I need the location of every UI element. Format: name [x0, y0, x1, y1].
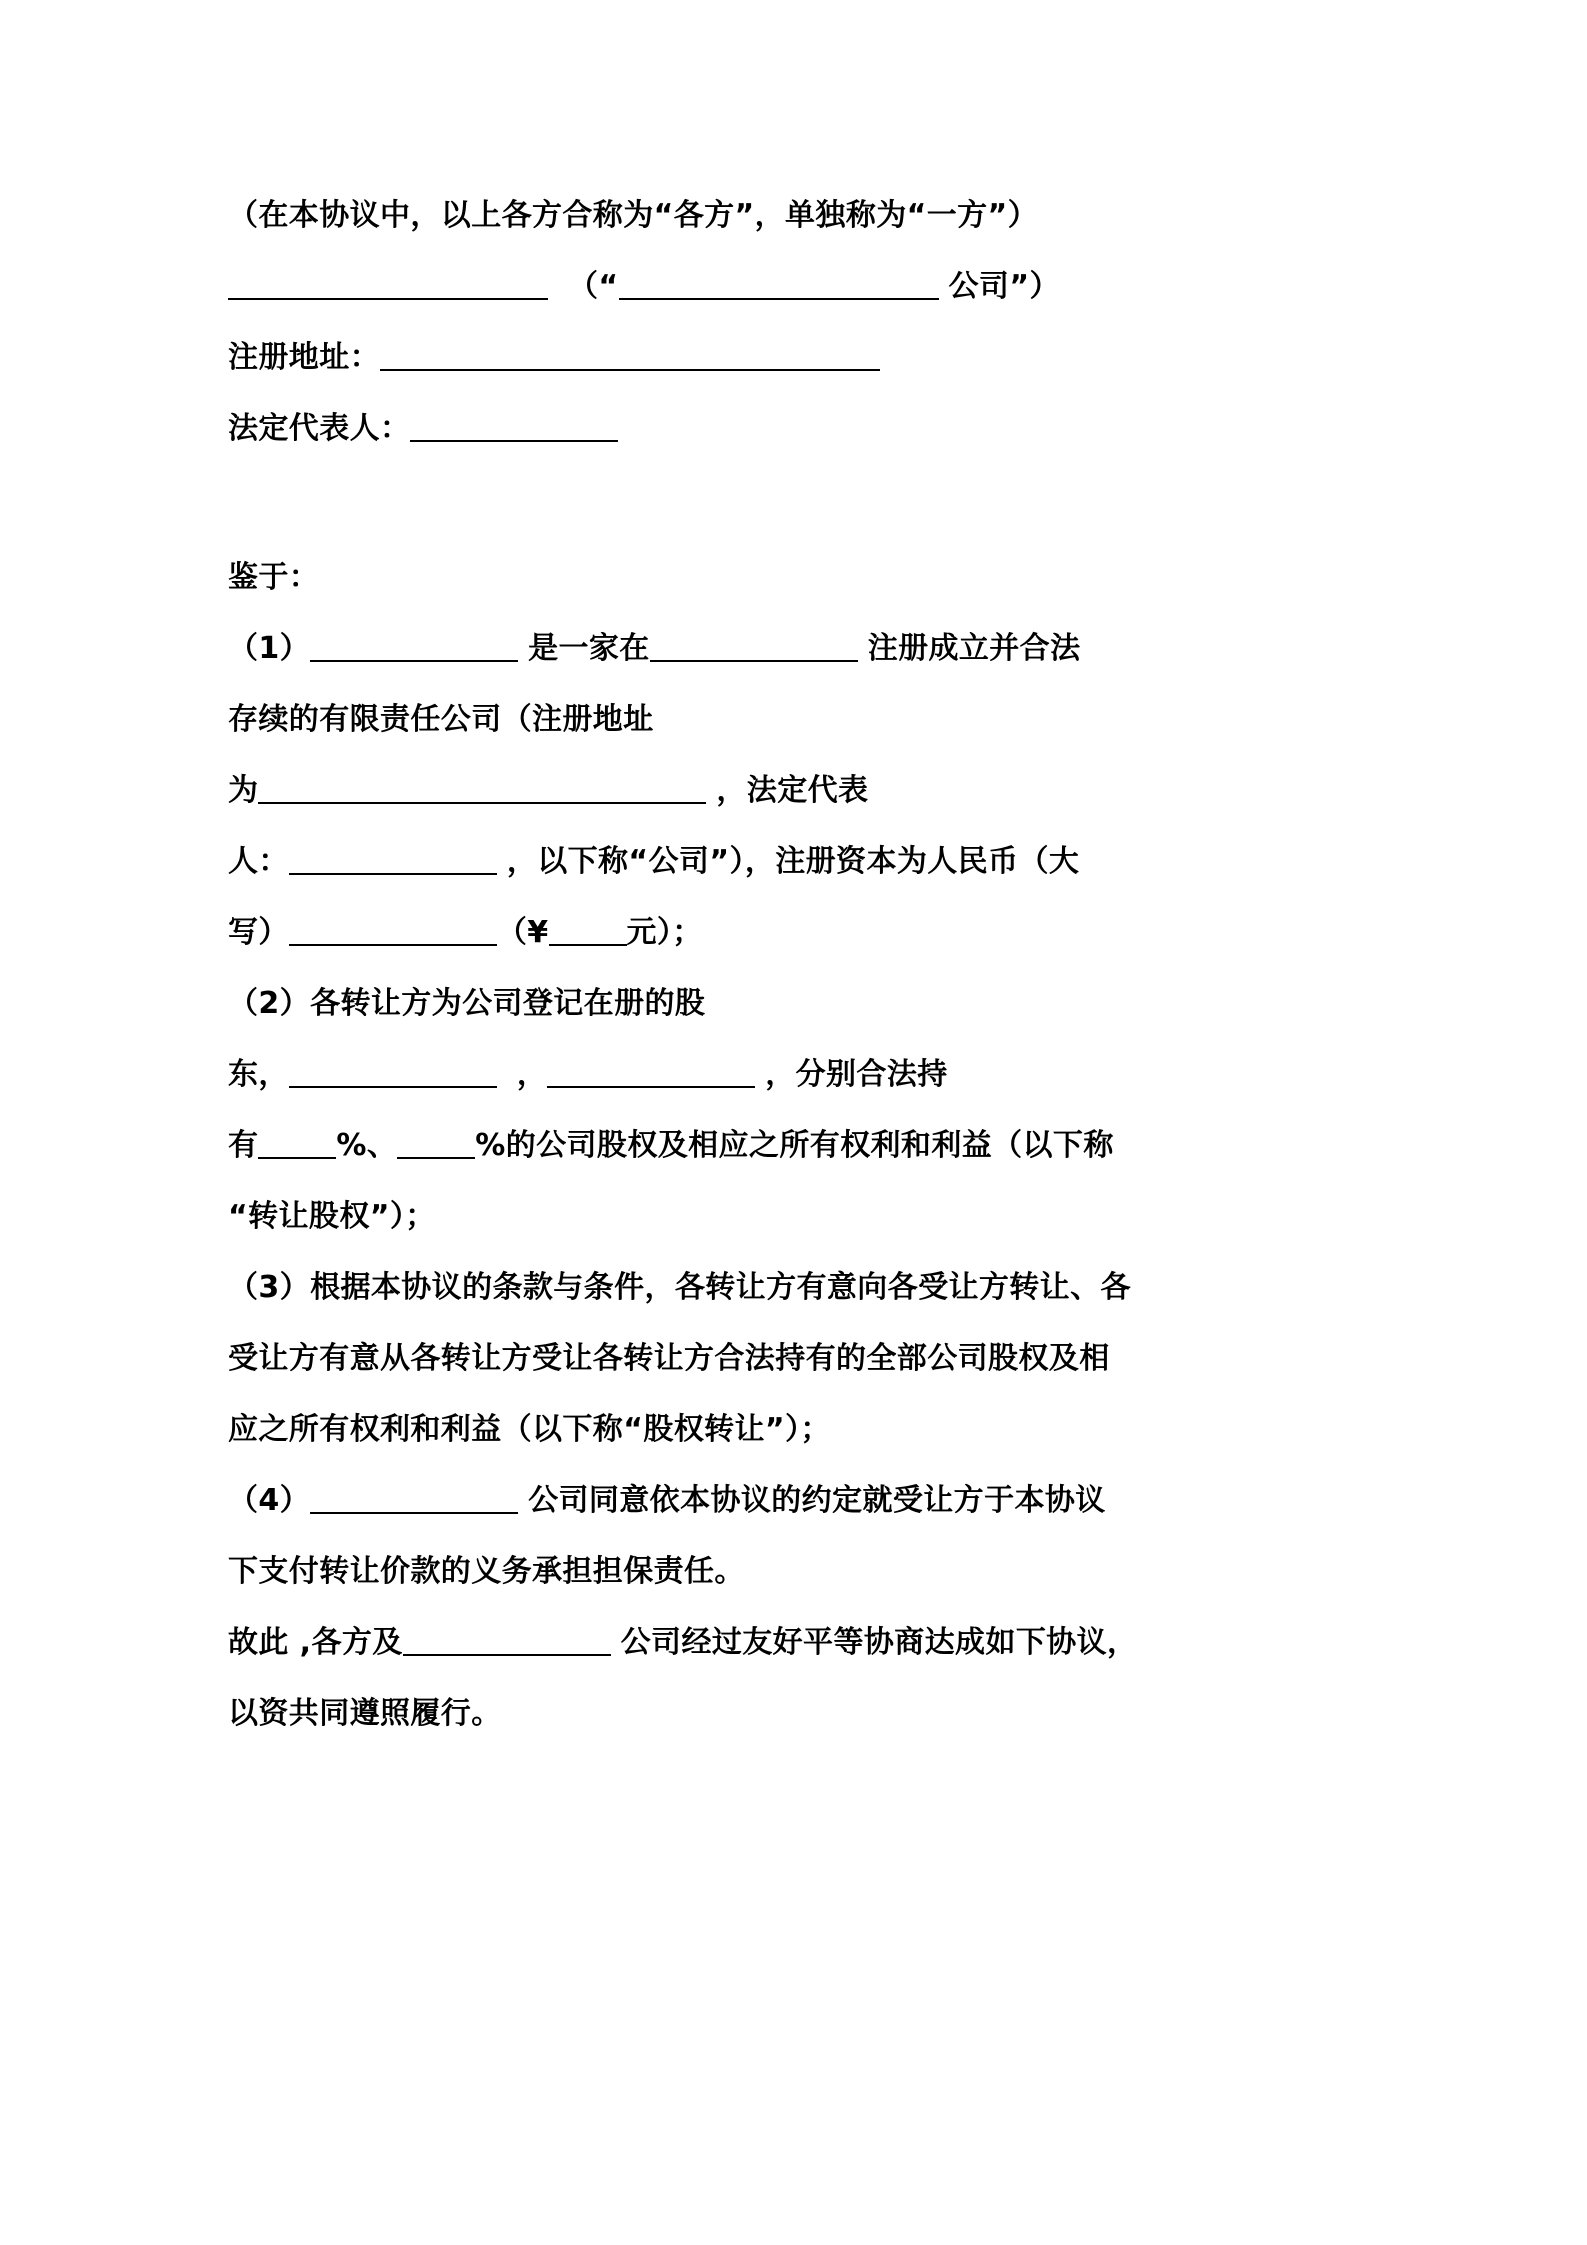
clause-1-line-1	[228, 613, 1348, 684]
clause-1-line-4	[228, 826, 1348, 897]
registered-address-line	[228, 322, 1348, 393]
clause-1-line-4-prefix: 人：	[228, 844, 289, 879]
clause-1-seg-a: 是一家在	[528, 631, 650, 666]
company-short-name-blank[interactable]	[619, 268, 939, 300]
legal-representative-line	[228, 393, 1348, 464]
clause-2-line-3-prefix: 有	[228, 1128, 259, 1163]
clause-1-address-blank[interactable]	[258, 772, 706, 804]
closing-line-2	[228, 1678, 1348, 1749]
clause-4-line-2-text: 下支付转让价款的义务承担担保责任。	[228, 1554, 745, 1589]
clause-3-number: （3）	[228, 1270, 311, 1305]
section-spacer	[228, 464, 1348, 542]
clause-1-line-4-suffix: ，以下称“公司”），注册资本为人民币（大	[506, 844, 1080, 879]
whereas-heading-text: 鉴于：	[228, 560, 320, 595]
clause-2-percent-2-blank[interactable]	[397, 1127, 475, 1159]
clause-1-capital-amount-blank[interactable]	[549, 914, 627, 946]
clause-1-line-5-mid: （¥	[496, 915, 549, 950]
closing-company-blank[interactable]	[403, 1624, 611, 1656]
parties-definition-paragraph	[228, 180, 1348, 251]
company-name-suffix: 公司”）	[948, 269, 1060, 304]
clause-1-seg-b: 注册成立并合法	[867, 631, 1081, 666]
clause-4-guarantor-blank[interactable]	[310, 1482, 518, 1514]
clause-2-shareholder-1-blank[interactable]	[289, 1056, 497, 1088]
clause-3-line-1-text: 根据本协议的条款与条件，各转让方有意向各受让方转让、各	[310, 1270, 1131, 1305]
clause-1-capital-words-blank[interactable]	[289, 914, 497, 946]
clause-1-legalrep-blank[interactable]	[289, 843, 497, 875]
clause-1-line-3-prefix: 为	[228, 773, 259, 808]
clause-1-line-3	[228, 755, 1348, 826]
clause-1-number: （1）	[228, 631, 311, 666]
clause-2-line-3-mid: %、	[336, 1128, 398, 1163]
clause-4-line-1-suffix: 公司同意依本协议的约定就受让方于本协议	[528, 1483, 1106, 1518]
closing-line-2-text: 以资共同遵照履行。	[228, 1696, 502, 1731]
closing-line-1	[228, 1607, 1348, 1678]
clause-2-line-4-text: “转让股权”）；	[228, 1199, 436, 1234]
clause-2-line-3-suffix: %的公司股权及相应之所有权利和利益（以下称	[475, 1128, 1114, 1163]
legal-representative-label: 法定代表人：	[228, 411, 411, 446]
clause-2-number: （2）	[228, 986, 311, 1021]
company-name-open-paren: （“	[568, 269, 619, 304]
clause-3-line-3	[228, 1394, 1348, 1465]
clause-2-percent-1-blank[interactable]	[258, 1127, 336, 1159]
clause-3-line-2	[228, 1323, 1348, 1394]
clause-2-line-3	[228, 1110, 1348, 1181]
clause-1-place-blank[interactable]	[650, 630, 858, 662]
clause-3-line-3-text: 应之所有权利和利益（以下称“股权转让”）；	[228, 1412, 831, 1447]
clause-4-line-1	[228, 1465, 1348, 1536]
clause-1-line-3-suffix: ，法定代表	[716, 773, 869, 808]
whereas-heading	[228, 542, 1348, 613]
parties-definition-text: （在本协议中，以上各方合称为“各方”，单独称为“一方”）	[228, 198, 1039, 233]
clause-2-line-2-mid: ，	[516, 1057, 548, 1092]
company-name-blank[interactable]	[228, 268, 548, 300]
clause-3-line-1	[228, 1252, 1348, 1323]
clause-1-transferor-blank[interactable]	[310, 630, 518, 662]
clause-2-line-1	[228, 968, 1348, 1039]
clause-2-line-2-prefix: 东，	[228, 1057, 289, 1092]
registered-address-blank[interactable]	[380, 339, 880, 371]
clause-1-line-5-prefix: 写）	[228, 915, 289, 950]
registered-address-label: 注册地址：	[228, 340, 380, 375]
clause-2-shareholder-2-blank[interactable]	[547, 1056, 755, 1088]
clause-4-number: （4）	[228, 1483, 311, 1518]
clause-1-line-2-text: 存续的有限责任公司（注册地址	[228, 702, 654, 737]
company-name-line	[228, 251, 1348, 322]
clause-1-line-5	[228, 897, 1348, 968]
clause-2-line-2-suffix: ，分别合法持	[765, 1057, 948, 1092]
closing-line-1-prefix: 故此 ,各方及	[228, 1625, 403, 1660]
clause-1-line-2	[228, 684, 1348, 755]
clause-2-line-2	[228, 1039, 1348, 1110]
clause-1-line-5-suffix: 元）；	[626, 915, 703, 950]
document-body	[228, 180, 1348, 1749]
closing-line-1-suffix: 公司经过友好平等协商达成如下协议，	[620, 1625, 1138, 1660]
clause-3-line-2-text: 受让方有意从各转让方受让各转让方合法持有的全部公司股权及相	[228, 1341, 1110, 1376]
clause-4-line-2	[228, 1536, 1348, 1607]
clause-2-line-4	[228, 1181, 1348, 1252]
clause-2-line-1-text: 各转让方为公司登记在册的股	[310, 986, 706, 1021]
legal-representative-blank[interactable]	[410, 410, 618, 442]
